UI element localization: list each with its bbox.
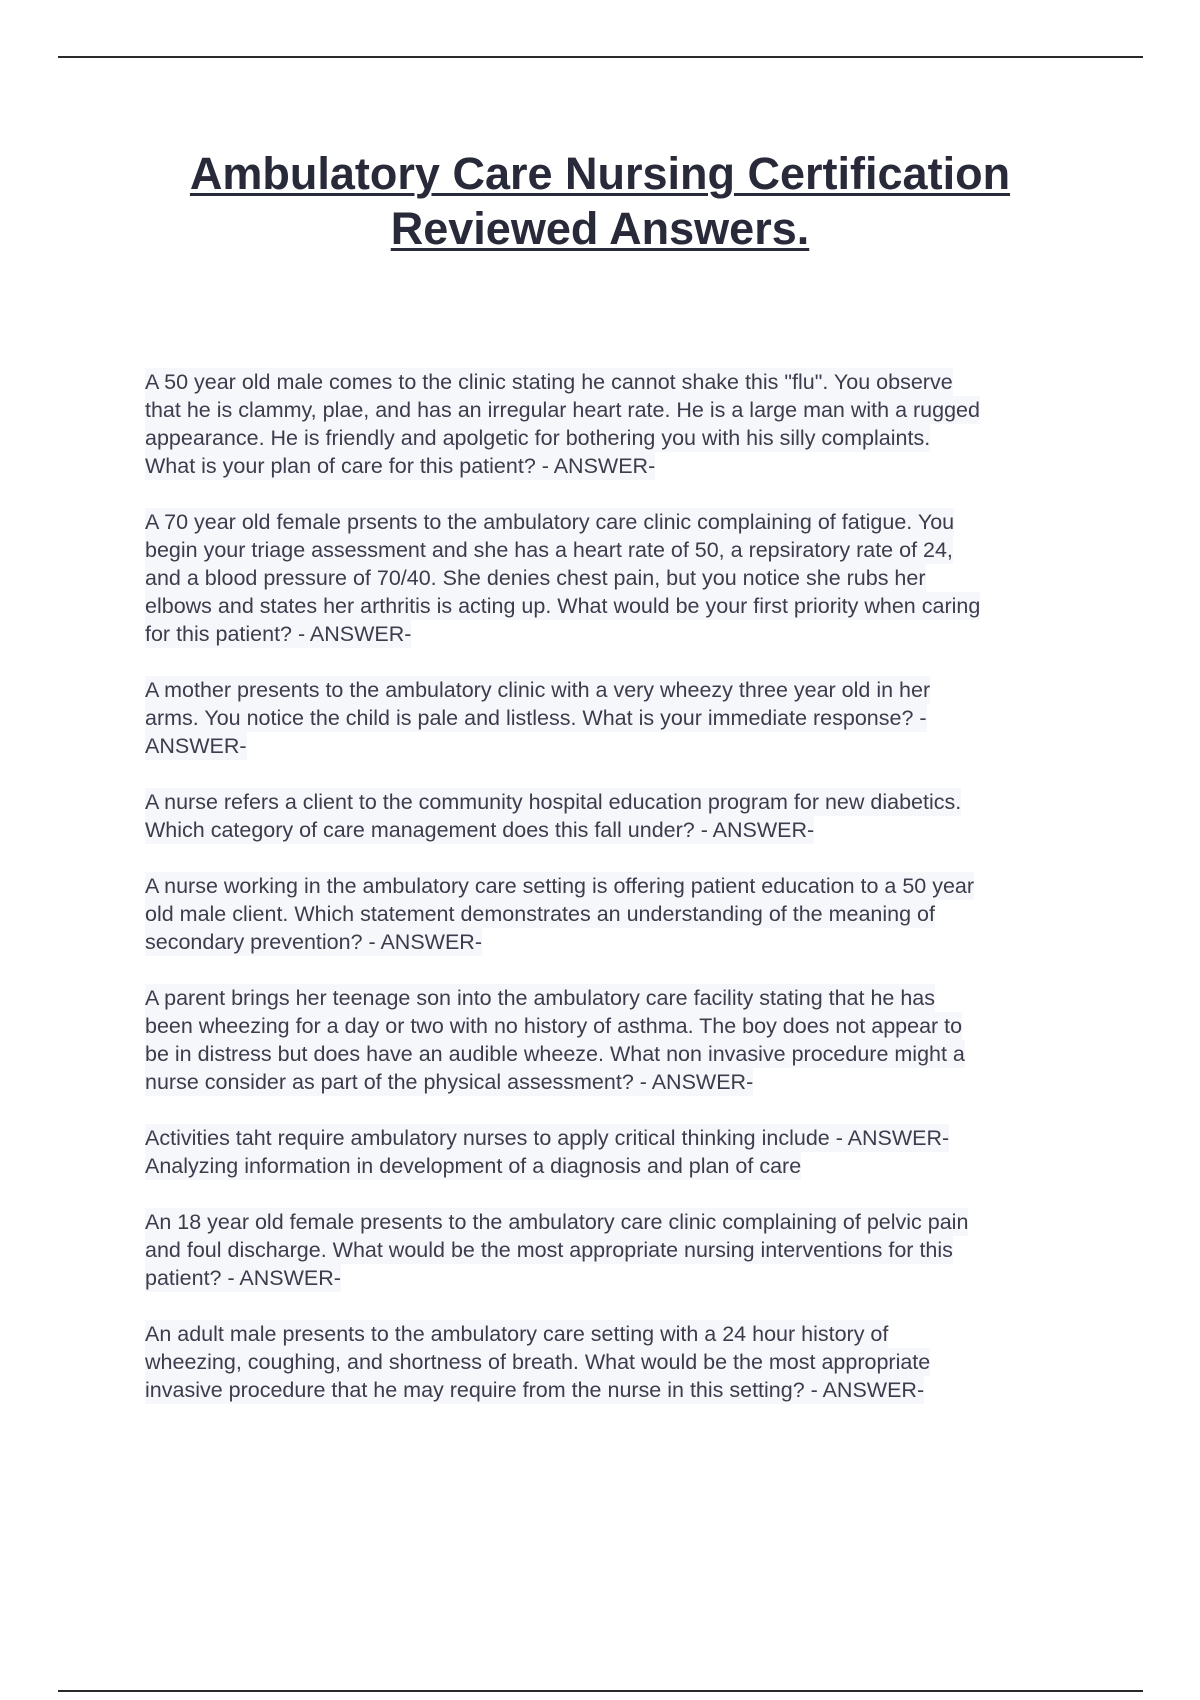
question-text-line: begin your triage assessment and she has a heart rate of 50, a repsiratory rate of 24, <box>145 538 953 562</box>
question-text-line: What is your plan of care for this patient? - ANSWER- <box>145 454 656 478</box>
question-text-line: that he is clammy, plae, and has an irregular heart rate. He is a large man with a rugged <box>145 398 980 422</box>
question-text-line: Activities taht require ambulatory nurses to apply critical thinking include - ANSWER- <box>145 1126 950 1150</box>
question-text-line: wheezing, coughing, and shortness of breath. What would be the most appropriate <box>145 1350 931 1374</box>
question-item <box>145 368 1090 480</box>
question-text-line: been wheezing for a day or two with no history of asthma. The boy does not appear to <box>145 1014 963 1038</box>
question-item <box>145 1124 1090 1180</box>
question-text-line: A nurse working in the ambulatory care setting is offering patient education to a 50 year <box>145 874 975 898</box>
header-rule <box>58 56 1143 58</box>
question-text-line: ANSWER- <box>145 734 247 758</box>
question-item <box>145 508 1090 648</box>
title-line-1: Ambulatory Care Nursing Certification <box>189 148 1011 199</box>
question-text-line: A parent brings her teenage son into the ambulatory care facility stating that he has <box>145 986 936 1010</box>
question-item <box>145 872 1090 956</box>
question-text-line: elbows and states her arthritis is acting up. What would be your first priority when caring <box>145 594 981 618</box>
question-item <box>145 1320 1090 1404</box>
question-text-line: invasive procedure that he may require from the nurse in this setting? - ANSWER- <box>145 1378 925 1402</box>
question-text-line: appearance. He is friendly and apolgetic for bothering you with his silly complaints. <box>145 426 931 450</box>
question-text-line: and foul discharge. What would be the most appropriate nursing interventions for this <box>145 1238 953 1262</box>
question-item <box>145 984 1090 1096</box>
question-text-line: A 70 year old female prsents to the ambulatory care clinic complaining of fatigue. You <box>145 510 955 534</box>
question-text-line: An adult male presents to the ambulatory care setting with a 24 hour history of <box>145 1322 889 1346</box>
footer-rule <box>58 1690 1143 1692</box>
question-text-line: An 18 year old female presents to the ambulatory care clinic complaining of pelvic pain <box>145 1210 969 1234</box>
question-item <box>145 1208 1090 1292</box>
question-text-line: and a blood pressure of 70/40. She denies chest pain, but you notice she rubs her <box>145 566 926 590</box>
question-text-line: A 50 year old male comes to the clinic stating he cannot shake this "flu". You observe <box>145 370 953 394</box>
question-list <box>145 368 1090 1432</box>
question-text-line: Which category of care management does this fall under? - ANSWER- <box>145 818 815 842</box>
question-text-line: nurse consider as part of the physical assessment? - ANSWER- <box>145 1070 754 1094</box>
question-text-line: A nurse refers a client to the community hospital education program for new diabetics. <box>145 790 962 814</box>
question-text-line: old male client. Which statement demonstrates an understanding of the meaning of <box>145 902 935 926</box>
question-text-line: A mother presents to the ambulatory clinic with a very wheezy three year old in her <box>145 678 931 702</box>
question-text-line: for this patient? - ANSWER- <box>145 622 412 646</box>
question-text-line: patient? - ANSWER- <box>145 1266 341 1290</box>
document-title <box>100 146 1100 256</box>
question-text-line: Analyzing information in development of a diagnosis and plan of care <box>145 1154 802 1178</box>
title-line-2: Reviewed Answers. <box>390 203 810 254</box>
question-item <box>145 676 1090 760</box>
question-text-line: arms. You notice the child is pale and listless. What is your immediate response? - <box>145 706 927 730</box>
question-item <box>145 788 1090 844</box>
question-text-line: be in distress but does have an audible wheeze. What non invasive procedure might a <box>145 1042 965 1066</box>
question-text-line: secondary prevention? - ANSWER- <box>145 930 482 954</box>
